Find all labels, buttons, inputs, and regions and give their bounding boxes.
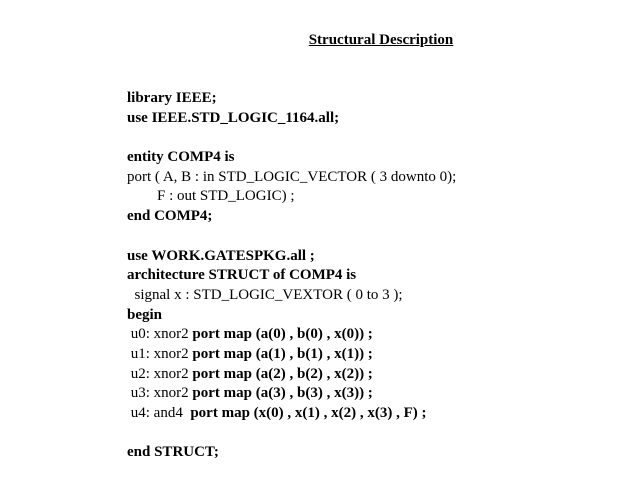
code-line <box>127 325 456 345</box>
code-segment: u1: xnor2 <box>127 345 193 362</box>
code-segment: begin <box>127 306 163 323</box>
code-segment: use IEEE.STD_LOGIC_1164.all; <box>127 109 340 126</box>
code-line <box>127 148 456 168</box>
code-line <box>127 345 456 365</box>
code-segment: port map (a(1) , b(1) , x(1)) ; <box>192 345 373 362</box>
code-line <box>127 187 456 207</box>
code-segment: end STRUCT; <box>127 444 219 461</box>
code-line <box>127 247 456 267</box>
code-segment: library IEEE; <box>127 90 217 106</box>
code-segment: u3: xnor2 <box>127 385 193 402</box>
code-segment: port map (a(3) , b(3) , x(3)) ; <box>192 385 373 402</box>
blank-line <box>127 424 456 444</box>
code-segment: end COMP4; <box>127 208 213 225</box>
code-segment: F : out STD_LOGIC) ; <box>127 188 295 205</box>
code-line <box>127 286 456 306</box>
code-line <box>127 443 456 463</box>
code-segment: port map (a(0) , b(0) , x(0)) ; <box>192 326 373 343</box>
code-segment: use WORK.GATESPKG.all ; <box>127 247 315 264</box>
code-line <box>127 207 456 227</box>
code-line <box>127 89 456 109</box>
code-segment: port map (a(2) , b(2) , x(2)) ; <box>192 365 373 382</box>
code-segment: u2: xnor2 <box>127 365 193 382</box>
vhdl-code-block <box>127 89 456 463</box>
slide-title: Structural Description <box>308 32 454 48</box>
code-line <box>127 404 456 424</box>
code-segment: signal x : STD_LOGIC_VEXTOR ( 0 to 3 ); <box>127 286 403 303</box>
code-line <box>127 266 456 286</box>
code-segment: port map (x(0) , x(1) , x(2) , x(3) , F) ; <box>190 405 427 421</box>
blank-line <box>127 128 456 148</box>
code-segment: entity COMP4 is <box>127 149 235 166</box>
code-line <box>127 306 456 326</box>
code-line <box>127 109 456 129</box>
code-line <box>127 365 456 385</box>
code-segment: u4: and4 <box>127 405 191 421</box>
blank-line <box>127 227 456 247</box>
code-line <box>127 168 456 188</box>
code-segment: u0: xnor2 <box>127 326 193 343</box>
code-segment: architecture STRUCT of COMP4 is <box>127 267 357 284</box>
code-segment: port ( A, B : in STD_LOGIC_VECTOR ( 3 downto 0); <box>127 168 457 185</box>
code-line <box>127 384 456 404</box>
